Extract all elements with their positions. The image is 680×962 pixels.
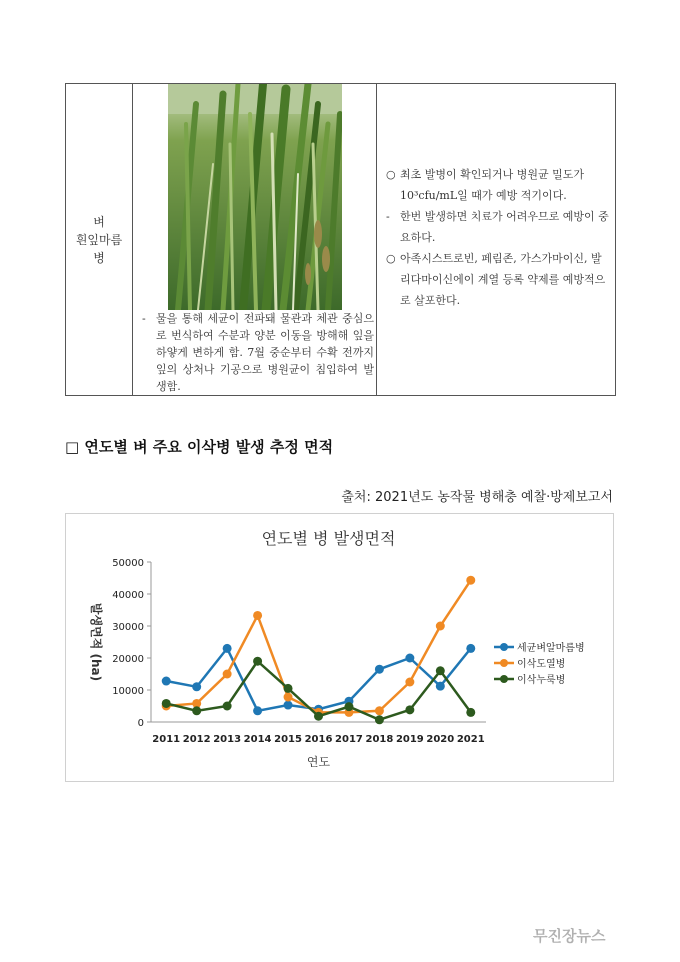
data-point [223,670,232,679]
caption-dash: - [142,312,146,325]
disease-info-table [65,83,616,396]
line-chart [65,513,614,782]
y-tick-label: 20000 [112,654,144,665]
data-point [223,702,232,711]
data-point [436,666,445,675]
disease-name-line: 흰잎마름 [75,232,123,247]
data-point [314,712,323,721]
management-item [384,206,612,248]
table-divider [132,84,133,395]
data-point [192,706,201,715]
y-axis-label: 발생면적 (ha) [89,602,103,682]
y-tick-label: 10000 [112,686,144,697]
y-tick-label: 40000 [112,590,144,601]
table-divider [376,84,377,395]
item-text: 최초 발병이 확인되거나 병원균 밀도가 10³cfu/mL일 때가 예방 적기이다. [400,168,585,202]
disease-name-line: 병 [93,250,105,265]
data-point [466,708,475,717]
data-point [466,644,475,653]
data-point [192,682,201,691]
legend-marker [500,659,508,667]
rice-plant-image [168,84,342,310]
item-marker: ○ [386,252,396,265]
x-tick-label: 2011 [152,734,181,745]
legend-label: 이삭도열병 [517,659,566,670]
data-point [284,693,293,702]
data-point [223,644,232,653]
data-point [405,654,414,663]
source-note: 출처: 2021년도 농작물 병해충 예찰·방제보고서 [341,490,613,505]
chart-svg [66,514,613,781]
data-point [436,682,445,691]
legend-label: 세균벼알마름병 [517,643,585,654]
x-tick-label: 2016 [304,734,333,745]
y-tick-label: 0 [137,718,144,729]
item-marker: ○ [386,168,396,181]
photo-caption [142,310,374,395]
item-text: 한번 발생하면 치료가 어려우므로 예방이 중요하다. [400,210,609,244]
data-point [253,611,262,620]
chart-title: 연도별 병 발생면적 [261,529,396,548]
x-tick-label: 2021 [456,734,485,745]
item-marker: - [386,210,390,223]
management-notes [384,164,612,311]
management-item [384,248,612,311]
management-item [384,164,612,206]
item-text: 아족시스트로빈, 페림존, 가스가마이신, 발리다마이신에이 계열 등록 약제를 예방적으로 살포한다. [400,252,606,307]
series-line [166,580,471,712]
x-tick-label: 2020 [426,734,455,745]
data-point [162,677,171,686]
data-point [344,702,353,711]
data-point [284,684,293,693]
legend-marker [500,675,508,683]
x-tick-label: 2018 [365,734,394,745]
x-tick-label: 2012 [182,734,211,745]
x-tick-label: 2017 [335,734,363,745]
data-point [375,706,384,715]
x-tick-label: 2015 [274,734,302,745]
x-tick-label: 2013 [213,734,242,745]
data-point [375,715,384,724]
disease-name-cell [66,84,132,395]
data-point [162,699,171,708]
rice-plant-photo [168,84,342,310]
section-title: □ 연도별 벼 주요 이삭병 발생 추정 면적 [65,438,334,456]
watermark: 무진장뉴스 [533,927,606,945]
data-point [466,576,475,585]
y-tick-label: 50000 [112,558,144,569]
x-tick-label: 2019 [395,734,424,745]
legend-label: 이삭누룩병 [517,675,566,686]
data-point [375,665,384,674]
y-tick-label: 30000 [112,622,144,633]
disease-name-line: 벼 [93,214,105,229]
x-tick-label: 2014 [243,734,272,745]
data-point [284,701,293,710]
data-point [405,678,414,687]
x-axis-label: 연도 [306,755,331,769]
data-point [405,705,414,714]
data-point [253,657,262,666]
legend-marker [500,643,508,651]
data-point [253,706,262,715]
caption-text: 물을 통해 세균이 전파돼 물관과 체관 중심으로 번식하여 수분과 양분 이동을 방해해 잎을 하얗게 변하게 함. 7월 중순부터 수확 전까지 잎의 상처나 기공으로 병원균이 침입하여 발생함. [156,312,374,393]
data-point [436,622,445,631]
series-line [166,648,471,710]
